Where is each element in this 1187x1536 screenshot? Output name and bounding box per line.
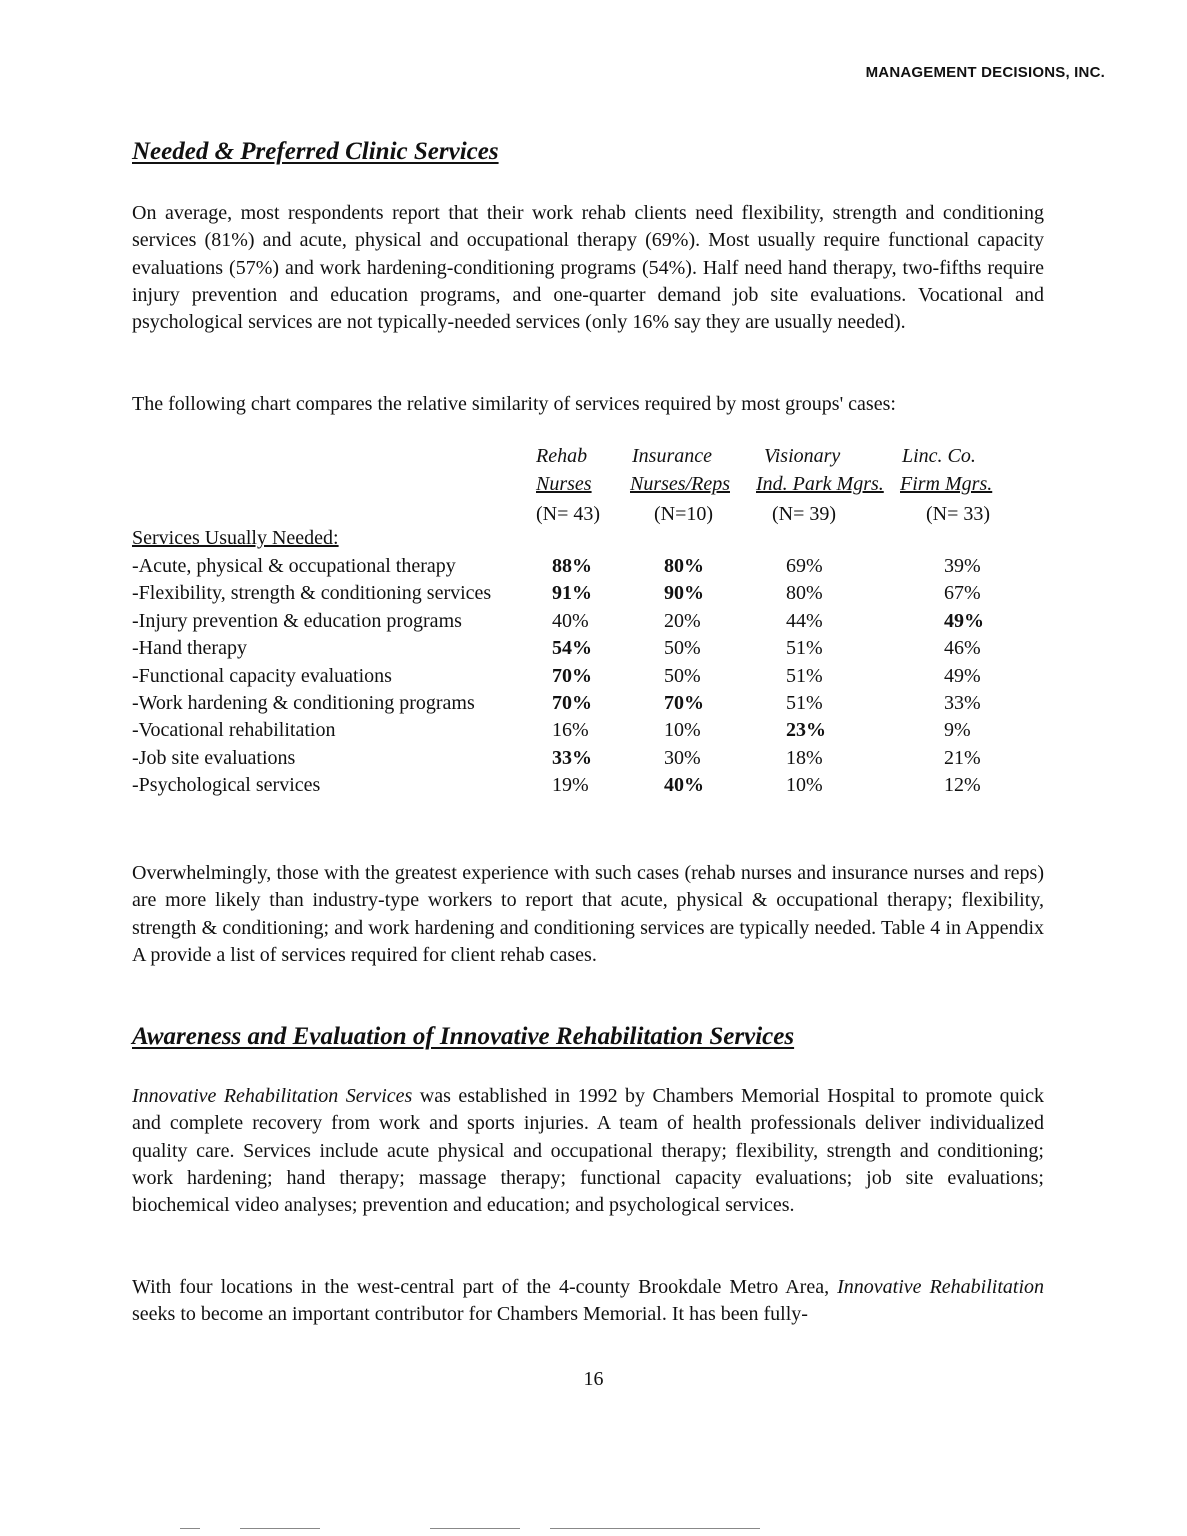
column-header-line1: Rehab	[536, 445, 588, 467]
column-sample-size: (N= 39)	[772, 503, 837, 525]
table-row	[132, 637, 1052, 664]
paragraph-text: was established in 1992 by Chambers Memorial Hospital to promote quick and complete recovery from work and sports injuries. A team of health professionals deliver individualized quality care. Services include acute physical and occupational therapy; flexibility, strength and conditioning; work hardening; hand therapy; massage therapy; functional capacity evaluations; job site evaluations; biochemical video analyses; prevention and education; and psychological services.	[132, 1085, 1045, 1217]
percentage-cell: 49%	[944, 664, 981, 687]
percentage-cell: 9%	[944, 719, 971, 742]
percentage-cell: 70%	[552, 692, 592, 714]
table-row	[132, 665, 1052, 692]
percentage-cell: 88%	[552, 555, 592, 577]
percentage-cell: 23%	[786, 719, 826, 742]
column-header-line2: Nurses	[536, 473, 592, 495]
section-title-clinic-services: Needed & Preferred Clinic Services	[132, 138, 499, 165]
percentage-cell: 91%	[552, 582, 592, 605]
percentage-cell: 44%	[786, 609, 823, 632]
scan-artifact	[550, 1528, 760, 1529]
table-row	[132, 774, 1052, 801]
service-label: -Functional capacity evaluations	[132, 664, 392, 687]
table-row	[132, 610, 1052, 637]
table-row	[132, 692, 1052, 719]
page-number: 16	[583, 1368, 604, 1390]
percentage-cell: 20%	[664, 609, 701, 632]
percentage-cell: 18%	[786, 746, 823, 769]
percentage-cell: 51%	[786, 637, 823, 660]
service-label: -Psychological services	[132, 774, 321, 797]
percentage-cell: 39%	[944, 555, 981, 577]
paragraph-irs-description	[132, 1083, 1044, 1219]
column-header-line1: Insurance	[632, 445, 712, 467]
percentage-cell: 69%	[786, 555, 823, 577]
service-label: -Vocational rehabilitation	[132, 719, 336, 742]
service-label: -Hand therapy	[132, 637, 247, 660]
service-label: -Job site evaluations	[132, 746, 296, 769]
column-header-line1: Linc. Co.	[902, 445, 976, 467]
scan-artifact	[240, 1528, 320, 1529]
percentage-cell: 67%	[944, 582, 981, 605]
column-header-line2: Firm Mgrs.	[900, 473, 993, 495]
scan-artifact	[430, 1528, 520, 1529]
percentage-cell: 16%	[552, 719, 589, 742]
percentage-cell: 33%	[552, 746, 592, 769]
paragraph-text: With four locations in the west-central part of the 4-county Brookdale Metro Area,	[132, 1276, 838, 1298]
percentage-cell: 10%	[786, 774, 823, 797]
service-label: -Flexibility, strength & conditioning services	[132, 582, 492, 605]
column-header-line2: Ind. Park Mgrs.	[756, 473, 884, 495]
percentage-cell: 70%	[664, 692, 704, 714]
percentage-cell: 49%	[944, 609, 984, 632]
service-label: -Injury prevention & education programs	[132, 609, 462, 632]
percentage-cell: 51%	[786, 692, 823, 714]
percentage-cell: 51%	[786, 664, 823, 687]
percentage-cell: 50%	[664, 664, 701, 687]
paragraph-services-overview: On average, most respondents report that their work rehab clients need flexibility, strength and conditioning services (81%) and acute, physical and occupational therapy (69%). Most usually require functional capacity evaluations (57%) and work hardening-conditioning programs (54%). Half need hand therapy, two-fifths require injury prevention and education programs, and one-quarter demand job site evaluations. Vocational and psychological services are not typically-needed services (only 16% say they are usually needed).	[132, 202, 1044, 334]
paragraph-text: seeks to become an important contributor for Chambers Memorial. It has been fully-	[132, 1303, 808, 1326]
service-label: -Acute, physical & occupational therapy	[132, 555, 456, 577]
column-header-line2: Nurses/Reps	[630, 473, 730, 495]
percentage-cell: 21%	[944, 746, 981, 769]
percentage-cell: 46%	[944, 637, 981, 660]
percentage-cell: 12%	[944, 774, 981, 797]
service-label: -Work hardening & conditioning programs	[132, 692, 475, 714]
percentage-cell: 19%	[552, 774, 589, 797]
org-name-italic: Innovative Rehabilitation Services	[132, 1085, 413, 1107]
percentage-cell: 40%	[664, 774, 704, 797]
column-sample-size: (N= 33)	[926, 503, 991, 525]
percentage-cell: 80%	[786, 582, 823, 605]
org-name-italic: Innovative Rehabilitation	[837, 1276, 1044, 1298]
section-title-awareness: Awareness and Evaluation of Innovative Rehabilitation Services	[132, 1023, 795, 1050]
percentage-cell: 54%	[552, 637, 592, 660]
percentage-cell: 40%	[552, 609, 589, 632]
paragraph-chart-intro: The following chart compares the relative similarity of services required by most groups' cases:	[132, 393, 896, 415]
percentage-cell: 50%	[664, 637, 701, 660]
percentage-cell: 33%	[944, 692, 981, 714]
column-header-line1: Visionary	[764, 445, 841, 467]
percentage-cell: 70%	[552, 664, 592, 687]
company-header: MANAGEMENT DECISIONS, INC.	[865, 64, 1105, 81]
percentage-cell: 30%	[664, 746, 701, 769]
column-sample-size: (N=10)	[654, 503, 714, 525]
table-row	[132, 747, 1052, 774]
percentage-cell: 80%	[664, 555, 704, 577]
scan-artifact	[180, 1528, 200, 1529]
table-row	[132, 555, 1052, 582]
percentage-cell: 90%	[664, 582, 704, 605]
table-row	[132, 719, 1052, 746]
percentage-cell: 10%	[664, 719, 701, 742]
column-sample-size: (N= 43)	[536, 503, 601, 525]
table-section-label: Services Usually Needed:	[132, 527, 339, 549]
paragraph-experience-findings: Overwhelmingly, those with the greatest experience with such cases (rehab nurses and insurance nurses and reps) are more likely than industry-type workers to report that acute, physical & occupational therapy; flexibility, strength & conditioning; and work hardening and conditioning services are typically needed. Table 4 in Appendix A provide a list of services required for client rehab cases.	[132, 862, 1044, 966]
paragraph-locations	[132, 1274, 1044, 1329]
table-row	[132, 582, 1052, 609]
